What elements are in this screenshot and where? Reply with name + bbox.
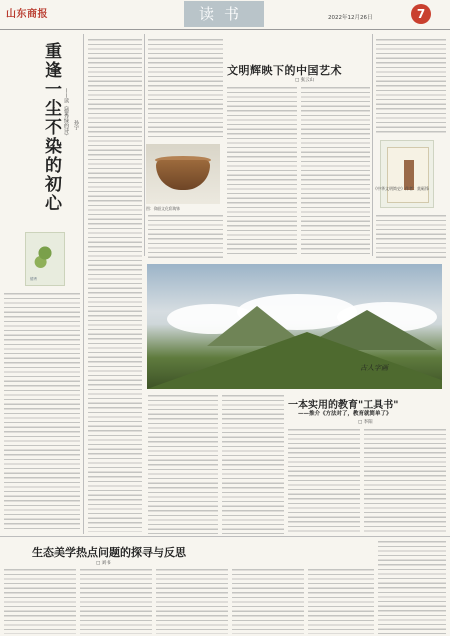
book-cover-image bbox=[380, 140, 434, 208]
article-body-text bbox=[308, 568, 374, 634]
article-body-text bbox=[156, 568, 228, 634]
book-caption: 《中华文明简史》作者：莫砺锋 bbox=[373, 186, 429, 191]
landscape-painting-photo bbox=[147, 264, 442, 389]
column-divider bbox=[144, 34, 145, 256]
newspaper-logo: 山东商报 bbox=[6, 9, 48, 20]
article-body-text bbox=[148, 38, 223, 138]
article-body-text bbox=[4, 292, 80, 532]
header-divider bbox=[0, 29, 450, 30]
article-body-text bbox=[378, 540, 446, 634]
article-headline: 生态美学热点问题的探寻与反思 bbox=[32, 546, 186, 559]
article-body-text bbox=[148, 394, 218, 534]
article-body-text bbox=[232, 568, 304, 634]
article-subtitle: ——推介《方法对了，教育就简单了》 bbox=[298, 411, 392, 417]
book-cover-inner bbox=[387, 147, 429, 203]
section-tag: 读书 bbox=[184, 1, 264, 27]
article-body-text bbox=[4, 568, 76, 634]
issue-date: 2022年12月26日 bbox=[328, 15, 373, 21]
article-body-text bbox=[148, 214, 223, 258]
article-body-text bbox=[376, 214, 446, 258]
book-cover-image bbox=[25, 232, 65, 286]
article-headline: 文明辉映下的中国艺术 bbox=[227, 64, 342, 77]
article-body-text bbox=[227, 86, 297, 256]
article-title: 重逢一尘不染的初心 bbox=[41, 42, 61, 213]
article-subtitle: ——读《德秀绿的诗》 bbox=[63, 88, 69, 138]
mountain bbox=[147, 332, 442, 389]
article-body-text bbox=[288, 428, 360, 534]
photo-signature: 古人字画 bbox=[360, 364, 388, 372]
article-body-text bbox=[301, 86, 370, 256]
article-body-text bbox=[364, 428, 446, 534]
article-body-text bbox=[80, 568, 152, 634]
article-author: □ 刘书 bbox=[96, 561, 111, 566]
article-author: □ 张云山 bbox=[295, 78, 315, 83]
article-headline: 一本实用的教育"工具书" bbox=[288, 400, 399, 411]
pottery-bowl-image bbox=[146, 144, 220, 204]
page-number: 7 bbox=[411, 4, 431, 24]
article-body-text bbox=[376, 38, 446, 136]
column-divider bbox=[83, 34, 84, 534]
section-divider bbox=[0, 536, 450, 537]
article-author: 孙宇 bbox=[73, 120, 79, 130]
article-body-text bbox=[222, 394, 284, 534]
article-body-text bbox=[88, 38, 142, 532]
image-caption: 图：仰韶文化彩陶钵 bbox=[146, 206, 181, 211]
book-cover-label: 德秀 bbox=[30, 277, 37, 281]
plant-illustration bbox=[34, 241, 56, 271]
article-author: □ 李阳 bbox=[358, 420, 373, 425]
bowl-body bbox=[156, 160, 210, 190]
